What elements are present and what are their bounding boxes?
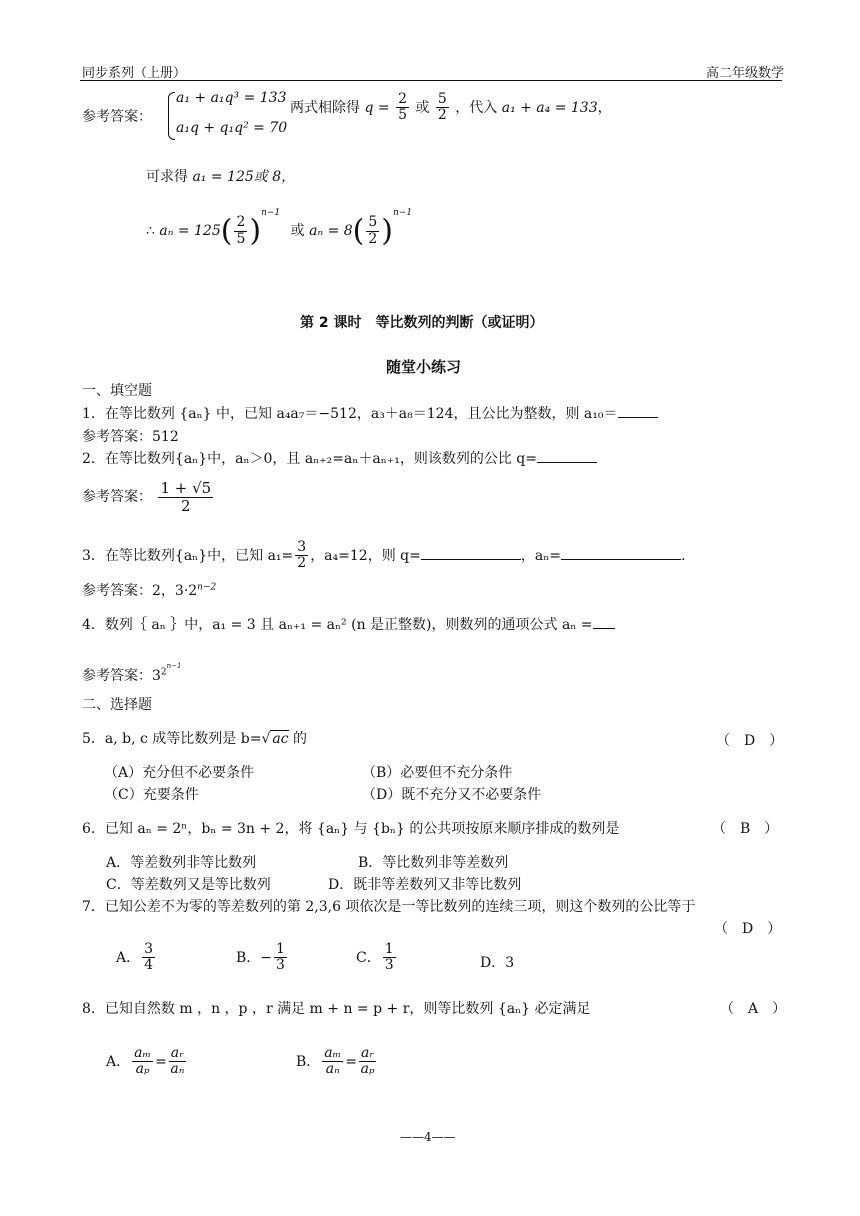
frac2-den: 2 — [437, 107, 447, 124]
an-frac1-num: 2 — [236, 214, 246, 231]
q7-option-b[interactable] — [236, 942, 289, 974]
q1-body: 1．在等比数列 {aₙ} 中，已知 a₄a₇＝−512，a₃＋a₈＝124，且公比为整数，则 a₁₀＝ — [82, 406, 618, 422]
q3-den: 2 — [297, 555, 307, 572]
q8-option-b[interactable]: B． $\frac{\text{aₘ}}{\text{aₙ}}$ = $\frac{\text{aᵣ}}{\text{aₚ}}$ — [296, 1045, 375, 1078]
comma: ， — [597, 99, 612, 116]
q8-a-r-num: aᵣ — [170, 1045, 185, 1061]
q-var: q = — [364, 99, 390, 116]
solve-text: 可求得 — [146, 169, 188, 185]
q2-answer-den: 2 — [181, 496, 191, 515]
q7-c-label: C． — [356, 949, 381, 966]
general-term-line: ∴ aₙ = 125( $\frac{2}{5}$ )$^{n-1}$ 或 aₙ = 8( $\frac{5}{2}$ )$^{n-1}$ — [146, 208, 413, 249]
q2-answer-num: 1 + √5 — [160, 479, 212, 497]
q7-b-frac — [274, 942, 287, 974]
q8-a-l-den: aₚ — [135, 1061, 150, 1078]
q1-blank[interactable] — [618, 405, 658, 418]
q8-b-r-den: aₚ — [360, 1061, 375, 1078]
q2-answer-label: 参考答案： — [82, 489, 152, 505]
q6-answer: （ B ） — [712, 821, 779, 837]
q3-blank-q[interactable] — [421, 547, 521, 560]
q8-answer: （ A ） — [720, 1001, 787, 1017]
q8-a-label: A． — [106, 1053, 131, 1070]
q7-answer: （ D ） — [714, 921, 782, 937]
q3-post: ，a₄=12，则 q= — [310, 547, 421, 564]
q5-option-a[interactable]: （A）充分但不必要条件 — [104, 765, 255, 781]
q5-option-b[interactable]: （B）必要但不充分条件 — [362, 765, 513, 781]
q8-option-a[interactable]: A． $\frac{\text{aₘ}}{\text{aₚ}}$ = $\frac{\text{aᵣ}}{\text{aₙ}}$ — [106, 1045, 185, 1078]
q7-b-num: 1 — [276, 941, 285, 957]
page-number: ——4—— — [400, 1130, 456, 1144]
q1-text — [82, 403, 658, 423]
q8-text: 8．已知自然数 m ，n ，p ，r 满足 m + n = p + r，则等比数列 {aₙ} 必定满足 — [82, 1001, 591, 1017]
q7-c-frac — [383, 942, 396, 974]
part1-heading: 一、填空题 — [82, 383, 152, 399]
q-fraction-2 — [436, 92, 449, 124]
q3-answer-exp: n−2 — [197, 582, 217, 593]
q7-c-num: 1 — [384, 941, 394, 957]
q4-answer-text: 参考答案：3 — [82, 668, 161, 684]
q2-body: 2．在等比数列{aₙ}中，aₙ＞0，且 aₙ₊₂=aₙ＋aₙ₊₁，则该数列的公比 q= — [82, 451, 537, 467]
q2-text — [82, 448, 597, 468]
an-frac2-num: 5 — [368, 214, 378, 231]
q2-answer-frac — [158, 480, 213, 514]
q-fraction-1 — [396, 92, 409, 124]
q2-blank[interactable] — [537, 450, 597, 463]
q7-b-den: 3 — [276, 957, 285, 974]
q4-text — [82, 614, 615, 634]
q1-answer: 参考答案：512 — [82, 429, 179, 445]
an-frac1-den: 5 — [236, 230, 246, 247]
frac1-den: 5 — [398, 107, 407, 124]
q8-b-frac-left — [322, 1046, 343, 1078]
q8-b-l-den: aₙ — [325, 1061, 340, 1078]
an-frac-2 — [366, 215, 379, 247]
system-eq2: a₁q + q₁q² = 70 — [176, 120, 288, 136]
q8-b-r-num: aᵣ — [360, 1045, 375, 1061]
an-frac-1 — [234, 215, 247, 247]
an-frac2-den: 2 — [368, 230, 378, 247]
q8-a-l-num: aₘ — [134, 1045, 152, 1061]
q7-option-d[interactable]: D．3 — [480, 955, 515, 971]
q7-a-den: 4 — [144, 957, 154, 974]
q6-option-b[interactable]: B．等比数列非等差数列 — [358, 855, 509, 871]
header-left: 同步系列（上册） — [82, 66, 187, 81]
solve-eq: a₁ = 125或 8， — [192, 169, 296, 185]
subtitle: 随堂小练习 — [386, 358, 462, 376]
q7-b-label: B．− — [236, 949, 273, 966]
frac1-num: 2 — [398, 91, 407, 107]
q3-mid: ，aₙ= — [520, 547, 561, 564]
q3-answer-text: 参考答案：2，3·2 — [82, 583, 198, 599]
q3-text — [82, 540, 685, 572]
q2-answer — [82, 480, 215, 514]
q4-body: 4．数列｛ aₙ ｝中，a₁ = 3 且 aₙ₊₁ = aₙ² (n 是正整数)，则数列的通项公式 aₙ = — [82, 617, 593, 633]
substitute-text: ，代入 — [455, 99, 498, 116]
q5-tail: 的 — [288, 731, 308, 747]
q7-option-c[interactable] — [356, 942, 398, 974]
q6-option-a[interactable]: A．等差数列非等比数列 — [106, 855, 257, 871]
q8-a-frac-right — [169, 1046, 186, 1078]
q5-option-c[interactable]: （C）充要条件 — [104, 787, 199, 803]
q6-option-d[interactable]: D．既非等差数列又非等比数列 — [328, 877, 522, 893]
solve-line — [146, 166, 295, 186]
q6-text: 6．已知 aₙ = 2ⁿ，bₙ = 3n + 2，将 {aₙ} 与 {bₙ} 的公共项按原来顺序排成的数列是 — [82, 821, 620, 837]
q7-option-a[interactable] — [116, 942, 157, 974]
q3-frac — [295, 540, 308, 572]
q5-sqrt: ac — [272, 731, 289, 747]
frac2-num: 5 — [437, 91, 447, 107]
q6-option-c[interactable]: C．等差数列又是等比数列 — [106, 877, 271, 893]
an-formula-2: aₙ = 8 — [309, 223, 353, 239]
q8-a-r-den: aₙ — [170, 1061, 185, 1078]
divide-text — [290, 92, 612, 124]
or2-text: 或 — [290, 223, 305, 239]
divide-label: 两式相除得 — [290, 99, 360, 116]
therefore-symbol: ∴ — [146, 223, 155, 239]
q5-body: 5．a, b, c 成等比数列是 b= — [82, 731, 262, 747]
q7-a-label: A． — [116, 949, 141, 966]
q8-b-label: B． — [296, 1053, 321, 1070]
q5-answer: （ D ） — [716, 733, 784, 749]
q7-text: 7．已知公差不为零的等差数列的第 2,3,6 项依次是一等比数列的连续三项，则这个数列的公比等于 — [82, 899, 696, 915]
sqrt-sign: √ — [261, 731, 271, 747]
system-brace — [168, 92, 175, 140]
q4-answer-exp2: n−1 — [166, 662, 182, 670]
q3-blank-an[interactable] — [561, 547, 681, 560]
q4-answer-exp: 2 — [160, 667, 167, 678]
top-answer-label: 参考答案： — [82, 109, 152, 125]
section-title: 第 2 课时 等比数列的判断（或证明） — [300, 315, 544, 331]
q8-b-l-num: aₘ — [324, 1045, 342, 1061]
q4-blank[interactable] — [593, 616, 615, 629]
q7-c-den: 3 — [384, 957, 394, 974]
q7-a-frac — [142, 942, 155, 974]
an-exp-2: n−1 — [393, 208, 413, 218]
q3-answer — [82, 580, 216, 600]
header-rule — [80, 80, 782, 81]
q5-option-d[interactable]: （D）既不充分又不必要条件 — [362, 787, 542, 803]
q3-pre: 3．在等比数列{aₙ}中，已知 a₁= — [82, 547, 294, 564]
q8-a-frac-left — [132, 1046, 153, 1078]
q3-end: . — [680, 547, 686, 564]
or-text: 或 — [415, 99, 430, 116]
q7-a-num: 3 — [144, 941, 154, 957]
an-exp-1: n−1 — [261, 208, 281, 218]
q5-text — [82, 728, 307, 748]
q4-answer — [82, 662, 181, 685]
system-eq1: a₁ + a₁q³ = 133 — [176, 90, 287, 106]
q3-num: 3 — [297, 539, 307, 555]
part2-heading: 二、选择题 — [82, 697, 152, 713]
substitute-eq: a₁ + a₄ = 133 — [501, 99, 598, 116]
header-right: 高二年级数学 — [706, 66, 785, 81]
q8-b-frac-right — [359, 1046, 376, 1078]
an-formula-1: aₙ = 125 — [159, 223, 221, 239]
